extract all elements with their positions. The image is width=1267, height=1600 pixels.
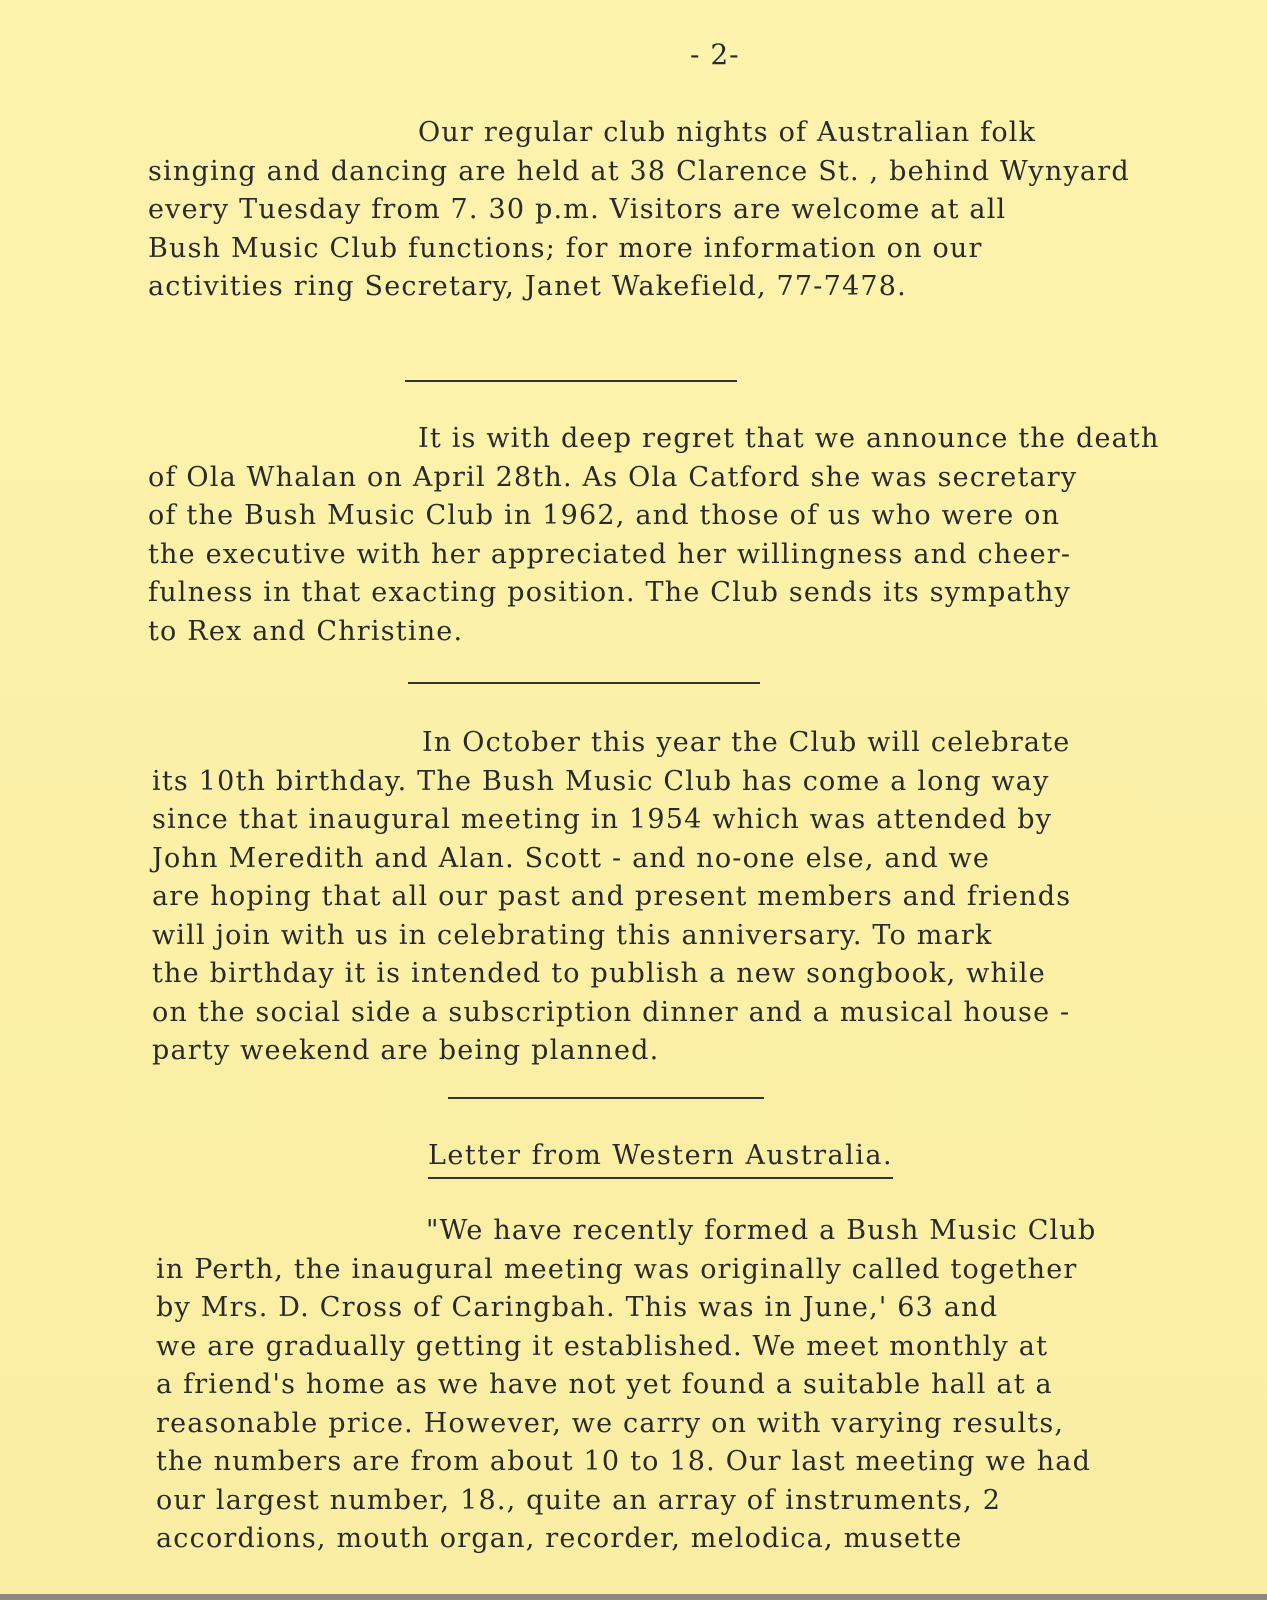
text-line: "We have recently formed a Bush Music Club <box>426 1215 1097 1246</box>
text-line: Bush Music Club functions; for more information on our <box>148 232 983 264</box>
text-line: the executive with her appreciated her willingness and cheer- <box>148 538 1072 570</box>
section-divider <box>408 682 760 684</box>
paragraph-obituary <box>148 420 1160 651</box>
text-line: the birthday it is intended to publish a new songbook, while <box>152 958 1046 989</box>
paragraph-letter-wa <box>156 1212 1096 1559</box>
page-number: - 2- <box>690 38 740 71</box>
paragraph-birthday <box>152 724 1071 1071</box>
text-line: in Perth, the inaugural meeting was originally called together <box>156 1253 1078 1285</box>
text-line: will join with us in celebrating this anniversary. To mark <box>152 919 993 951</box>
text-line: are hoping that all our past and present members and friends <box>152 881 1072 912</box>
text-line: It is with deep regret that we announce the death <box>418 423 1160 454</box>
text-line: activities ring Secretary, Janet Wakefield, 77-7478. <box>148 271 907 302</box>
text-line: the numbers are from about 10 to 18. Our last meeting we had <box>156 1446 1092 1477</box>
text-line: every Tuesday from 7. 30 p.m. Visitors are welcome at all <box>148 194 1007 225</box>
text-line: of Ola Whalan on April 28th. As Ola Catford she was secretary <box>148 461 1078 493</box>
text-line: on the social side a subscription dinner and a musical house - <box>152 996 1071 1028</box>
text-line: reasonable price. However, we carry on with varying results, <box>156 1407 1065 1439</box>
page-bottom-edge <box>0 1594 1267 1600</box>
text-line: Our regular club nights of Australian folk <box>418 117 1037 148</box>
section-divider <box>405 380 737 382</box>
section-heading: Letter from Western Australia. <box>428 1140 893 1179</box>
text-line: we are gradually getting it established. We meet monthly at <box>156 1330 1049 1362</box>
text-line: of the Bush Music Club in 1962, and those of us who were on <box>148 500 1061 531</box>
text-line: John Meredith and Alan. Scott - and no-one else, and we <box>152 842 991 874</box>
text-line: a friend's home as we have not yet found a suitable hall at a <box>156 1369 1053 1400</box>
text-line: to Rex and Christine. <box>148 615 464 647</box>
text-line: singing and dancing are held at 38 Clarence St. , behind Wynyard <box>148 155 1130 187</box>
text-line: its 10th birthday. The Bush Music Club has come a long way <box>152 765 1050 797</box>
text-line: fulness in that exacting position. The Club sends its sympathy <box>148 577 1071 608</box>
section-divider <box>448 1097 764 1099</box>
text-line: our largest number, 18., quite an array of instruments, 2 <box>156 1484 1002 1516</box>
text-line: by Mrs. D. Cross of Caringbah. This was in June,' 63 and <box>156 1292 999 1323</box>
text-line: In October this year the Club will celebrate <box>422 727 1071 758</box>
text-line: since that inaugural meeting in 1954 which was attended by <box>152 804 1053 835</box>
text-line: party weekend are being planned. <box>152 1035 660 1066</box>
text-line: accordions, mouth organ, recorder, melodica, musette <box>156 1523 963 1554</box>
paragraph-club-nights <box>148 114 1130 307</box>
